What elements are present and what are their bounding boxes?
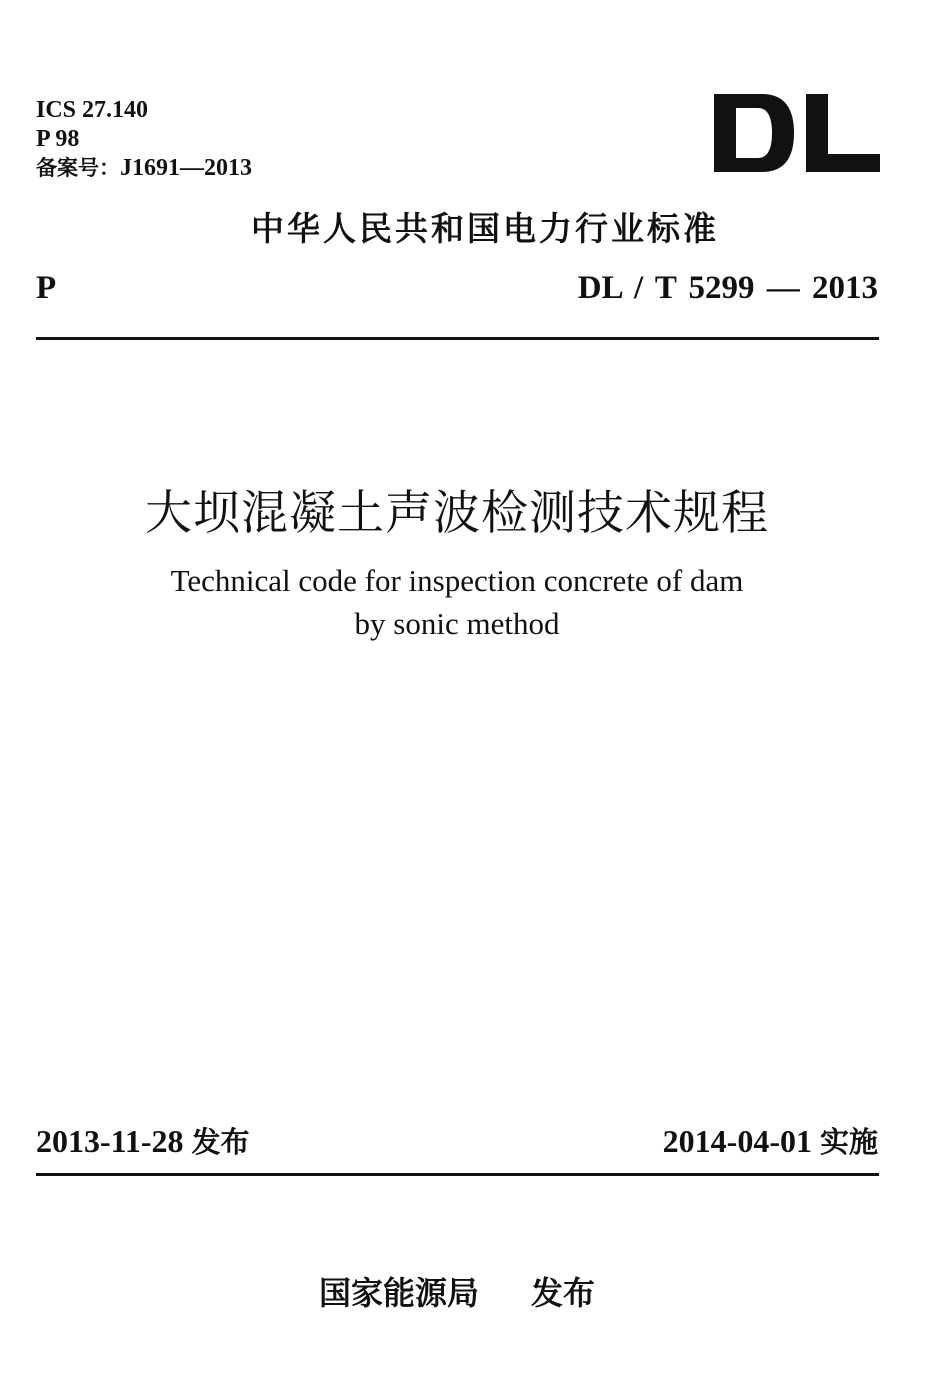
standard-class-letter: P — [36, 270, 57, 306]
issue-label: 发布 — [191, 1125, 250, 1159]
issue-date-value: 2013-11-28 — [36, 1123, 184, 1159]
record-value: J1691—2013 — [120, 155, 252, 181]
publisher — [0, 1268, 950, 1314]
record-label: 备案号： — [36, 156, 120, 180]
document-title-en-line1: Technical code for inspection concrete of dam — [170, 563, 744, 598]
implementation-label: 实施 — [819, 1125, 878, 1159]
issue-date — [36, 1120, 250, 1161]
document-title-cn: 大坝混凝土声波检测技术规程 — [145, 486, 769, 541]
footer-divider — [36, 1173, 879, 1176]
record-number — [36, 154, 252, 182]
classification-code: P 98 — [36, 126, 80, 152]
implementation-date — [663, 1120, 878, 1161]
implementation-date-value: 2014-04-01 — [662, 1123, 812, 1159]
standard-category: 中华人民共和国电力行业标准 — [251, 209, 719, 248]
header-divider — [36, 337, 879, 340]
ics-code: ICS 27.140 — [36, 97, 149, 123]
publisher-name: 国家能源局 — [318, 1274, 479, 1312]
publisher-verb: 发布 — [531, 1274, 596, 1312]
standard-number: DL / T 5299 — 2013 — [577, 270, 878, 306]
dl-logo — [714, 94, 880, 172]
document-title-en-line2: by sonic method — [354, 606, 560, 641]
